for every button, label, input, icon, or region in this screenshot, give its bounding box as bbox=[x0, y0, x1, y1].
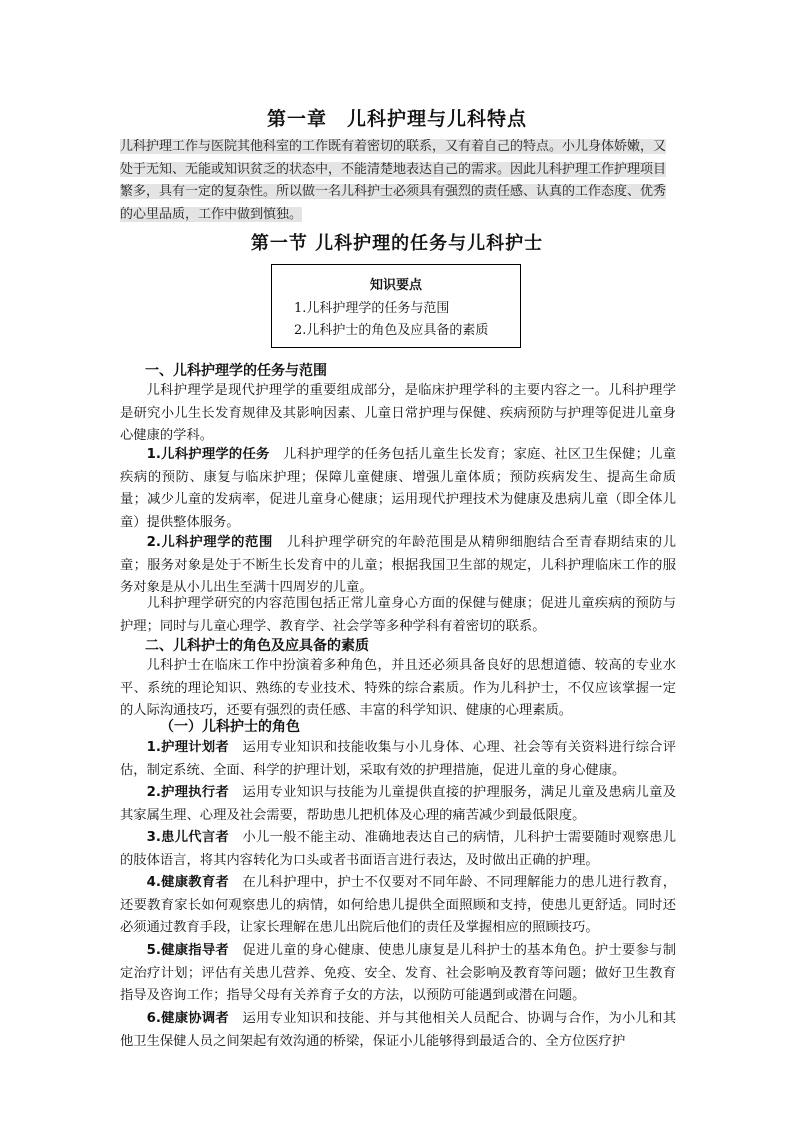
paragraph-task bbox=[120, 444, 676, 534]
term-text: 促进儿童的身心健康、使患儿康复是儿科护士的基本角色。护士要参与制定治疗计划；评估有关患儿营养、免疫、安全、发育、社会影响及教育等问题；做好卫生教育指导及咨询工作；指导父母有关养育子女的方法，以预防可能遇到或潜在问题。 bbox=[120, 943, 676, 1004]
term-label: 1.儿科护理学的任务 bbox=[146, 447, 270, 462]
paragraph: 儿科护理学是现代护理学的重要组成部分，是临床护理学科的主要内容之一。儿科护理学是研究小儿生长发育规律及其影响因素、儿童日常护理与保健、疾病预防与护理等促进儿童身心健康的学科。 bbox=[120, 383, 676, 444]
term-text: 运用专业知识和技能、并与其他相关人员配合、协调与合作，为小儿和其他卫生保健人员之间架起有效沟通的桥梁，保证小儿能够得到最适合的、全方位医疗护 bbox=[120, 1011, 676, 1049]
term-text: 儿科护理学研究的年龄范围是从精卵细胞结合至青春期结束的儿童；服务对象是处于不断生长发育中的儿童；根据我国卫生部的规定，儿科护理临床工作的服务对象是从小儿出生至满十四周岁的儿童。 bbox=[120, 535, 677, 596]
paragraph-role bbox=[120, 1008, 676, 1053]
knowledge-point-item: 1.儿科护理学的任务与范围 bbox=[294, 301, 450, 316]
paragraph-role bbox=[120, 940, 676, 1008]
heading-part2: 二、儿科护士的角色及应具备的素质 bbox=[145, 638, 369, 654]
term-text: 运用专业知识和技能收集与小儿身体、心理、社会等有关资料进行综合评估，制定系统、全面、科学的护理计划，采取有效的护理措施，促进儿童的身心健康。 bbox=[120, 740, 676, 778]
paragraph-role bbox=[120, 737, 676, 782]
paragraph-scope bbox=[120, 532, 676, 600]
paragraph-role bbox=[120, 872, 676, 940]
knowledge-points-title: 知识要点 bbox=[369, 278, 422, 293]
term-label: 6.健康协调者 bbox=[146, 1011, 229, 1026]
term-label: 3.患儿代言者 bbox=[146, 830, 229, 845]
term-label: 4.健康教育者 bbox=[146, 875, 229, 890]
term-text: 儿科护理学的任务包括儿童生长发育；家庭、社区卫生保健；儿童疾病的预防、康复与临床护理；保障儿童健康、增强儿童体质；预防疾病发生、提高生命质量；减少儿童的发病率，促进儿童身心健康；运用现代护理技术为健康及患病儿童（即全体儿童）提供整体服务。 bbox=[120, 447, 677, 530]
paragraph: 儿科护理学研究的内容范围包括正常儿童身心方面的保健与健康；促进儿童疾病的预防与护理；同时与儿童心理学、教育学、社会学等多种学科有着密切的联系。 bbox=[120, 596, 676, 634]
knowledge-points-box bbox=[271, 264, 521, 348]
term-label: 2.护理执行者 bbox=[146, 785, 229, 800]
term-label: 5.健康指导者 bbox=[146, 943, 229, 958]
paragraph-role bbox=[120, 827, 676, 872]
chapter-title: 第一章 儿科护理与儿科特点 bbox=[266, 108, 527, 130]
term-label: 1.护理计划者 bbox=[146, 740, 229, 755]
chapter-intro-text: 儿科护理工作与医院其他科室的工作既有着密切的联系，又有着自己的特点。小儿身体娇嫩，又处于无知、无能或知识贫乏的状态中，不能清楚地表达自己的需求。因此儿科护理工作护理项目繁多，具有一定的复杂性。所以做一名儿科护士必须具有强烈的责任感、认真的工作态度、优秀的心里品质，工作中做到慎独。 bbox=[120, 139, 667, 222]
term-text: 运用专业知识与技能为儿童提供直接的护理服务，满足儿童及患病儿童及其家属生理、心理及社会需要，帮助患儿把机体及心理的痛苦减少到最低限度。 bbox=[120, 785, 676, 823]
knowledge-point-item: 2.儿科护士的角色及应具备的素质 bbox=[294, 323, 489, 338]
term-text: 在儿科护理中，护士不仅要对不同年龄、不同理解能力的患儿进行教育，还要教育家长如何观察患儿的病情，如何给患儿提供全面照顾和支持，使患儿更舒适。同时还必须通过教育手段，让家长理解在患儿出院后他们的责任及掌握相应的照顾技巧。 bbox=[120, 875, 676, 936]
heading-part1: 一、儿科护理学的任务与范围 bbox=[145, 363, 327, 379]
subheading-roles: （一）儿科护士的角色 bbox=[160, 719, 300, 735]
term-label: 2.儿科护理学的范围 bbox=[146, 535, 273, 550]
paragraph-role bbox=[120, 782, 676, 827]
chapter-intro bbox=[120, 136, 674, 226]
section-title: 第一节 儿科护理的任务与儿科护士 bbox=[250, 233, 544, 254]
term-text: 小儿一般不能主动、准确地表达自己的病情，儿科护士需要随时观察患儿的肢体语言，将其内容转化为口头或者书面语言进行表达，及时做出正确的护理。 bbox=[120, 830, 676, 868]
paragraph: 儿科护士在临床工作中扮演着多种角色，并且还必须具备良好的思想道德、较高的专业水平、系统的理论知识、熟练的专业技术、特殊的综合素质。作为儿科护士，不仅应该掌握一定的人际沟通技巧，还要有强烈的责任感、丰富的科学知识、健康的心理素质。 bbox=[120, 658, 676, 719]
